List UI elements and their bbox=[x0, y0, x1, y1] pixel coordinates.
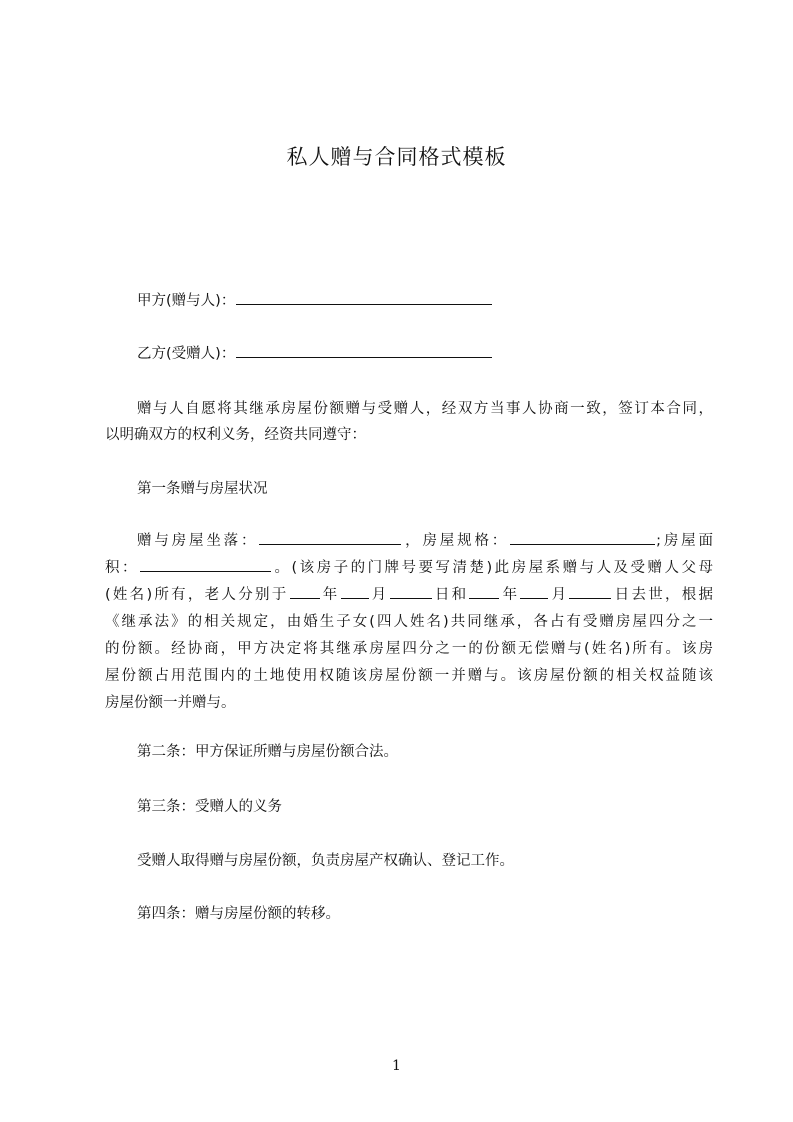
intro-line-2: 以明确双方的权利义务，经资共同遵守： bbox=[105, 427, 366, 443]
party-a-label: 甲方(赠与人)： bbox=[137, 293, 236, 309]
article-3-body: 受赠人取得赠与房屋份额，负责房屋产权确认、登记工作。 bbox=[137, 853, 514, 869]
month-2-label: 月 bbox=[549, 587, 569, 603]
party-b-blank bbox=[236, 342, 492, 358]
article-1-line-4: 《继承法》的相关规定，由婚生子女(四人姓名)共同继承，各占有受赠房屋四分之一 bbox=[105, 614, 713, 630]
month-2-blank bbox=[520, 583, 548, 599]
area-blank bbox=[140, 556, 271, 572]
party-a-line bbox=[137, 289, 493, 312]
article-4: 第四条：赠与房屋份额的转移。 bbox=[137, 906, 340, 922]
article-2: 第二条：甲方保证所赠与房屋份额合法。 bbox=[137, 744, 398, 760]
article-1-line-2-text: 。(该房子的门牌号要写清楚)此房屋系赠与人及受赠人父母 bbox=[271, 560, 714, 576]
year-1-blank bbox=[290, 583, 320, 599]
article-1-line-3 bbox=[105, 582, 713, 609]
spec-blank bbox=[510, 529, 655, 545]
party-b-label: 乙方(受赠人)： bbox=[137, 346, 236, 362]
month-1-blank bbox=[341, 583, 369, 599]
intro-line-1: 赠与人自愿将其继承房屋份额赠与受赠人，经双方当事人协商一致，签订本合同， bbox=[137, 401, 713, 417]
year-2-label: 年 bbox=[500, 587, 520, 603]
location-blank bbox=[259, 529, 401, 545]
article-3-heading: 第三条：受赠人的义务 bbox=[137, 799, 282, 815]
party-b-line bbox=[137, 342, 493, 365]
day-1-blank bbox=[390, 583, 432, 599]
article-1-line-5: 的份额。经协商，甲方决定将其继承房屋四分之一的份额无偿赠与(姓名)所有。该房 bbox=[105, 641, 713, 657]
party-a-blank bbox=[236, 289, 492, 305]
owners-text: (姓名)所有，老人分别于 bbox=[105, 587, 289, 603]
day-and-label: 日和 bbox=[432, 587, 469, 603]
area-label-end: 积： bbox=[105, 560, 139, 576]
article-1-line-6: 屋份额占用范围内的土地使用权随该房屋份额一并赠与。该房屋份额的相关权益随该 bbox=[105, 668, 713, 684]
location-label: 赠与房屋坐落： bbox=[137, 533, 259, 549]
intro-paragraph bbox=[105, 396, 713, 448]
article-1-line-7: 房屋份额一并赠与。 bbox=[105, 695, 236, 711]
month-1-label: 月 bbox=[369, 587, 389, 603]
article-1-line-1 bbox=[105, 528, 713, 555]
day-2-blank bbox=[569, 583, 611, 599]
article-1-heading: 第一条赠与房屋状况 bbox=[137, 481, 268, 497]
death-text: 日去世，根据 bbox=[612, 587, 714, 603]
article-1-body bbox=[105, 528, 713, 717]
document-title: 私人赠与合同格式模板 bbox=[286, 145, 507, 169]
area-label-start: ;房屋面 bbox=[656, 533, 713, 549]
year-1-label: 年 bbox=[320, 587, 340, 603]
page-number: 1 bbox=[392, 1058, 401, 1074]
article-1-line-2 bbox=[105, 555, 713, 582]
year-2-blank bbox=[469, 583, 499, 599]
spec-label: ，房屋规格： bbox=[402, 533, 510, 549]
